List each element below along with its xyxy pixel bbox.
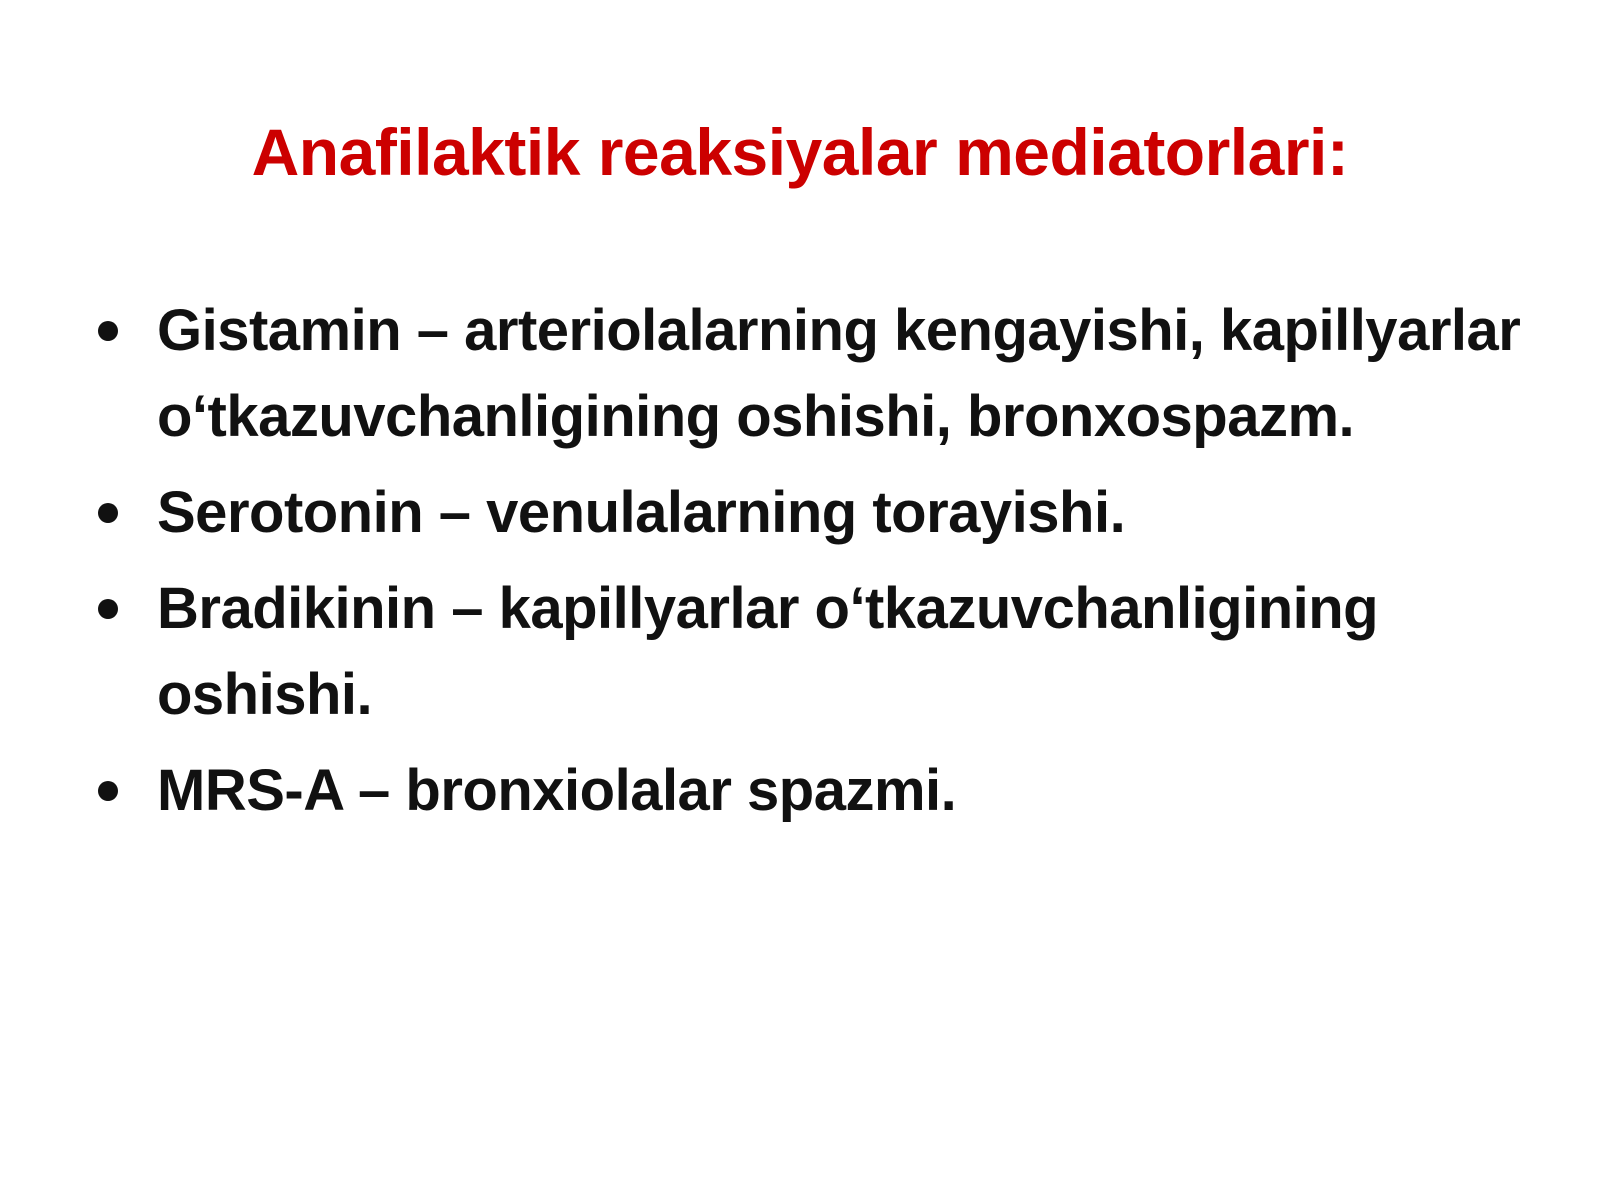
bullet-dot-icon — [98, 599, 118, 619]
bullet-text: Bradikinin – kapillyarlar o‘tkazuvchanligining oshishi. — [157, 576, 1379, 727]
bullet-text: Serotonin – venulalarning torayishi. — [157, 480, 1126, 545]
bullet-dot-icon — [98, 781, 118, 801]
bullet-item-mrs-a — [0, 748, 1600, 834]
bullet-text: MRS-A – bronxiolalar spazmi. — [157, 758, 957, 823]
bullet-item-bradikinin — [0, 566, 1600, 738]
bullet-list — [0, 288, 1600, 844]
bullet-item-serotonin — [0, 470, 1600, 556]
slide-title: Anafilaktik reaksiyalar mediatorlari: — [251, 115, 1349, 189]
bullet-text: Gistamin – arteriolalarning kengayishi, kapillyarlar o‘tkazuvchanligining oshishi, bronxospazm. — [157, 298, 1521, 449]
bullet-dot-icon — [98, 321, 118, 341]
bullet-item-gistamin — [0, 288, 1600, 460]
bullet-dot-icon — [98, 503, 118, 523]
